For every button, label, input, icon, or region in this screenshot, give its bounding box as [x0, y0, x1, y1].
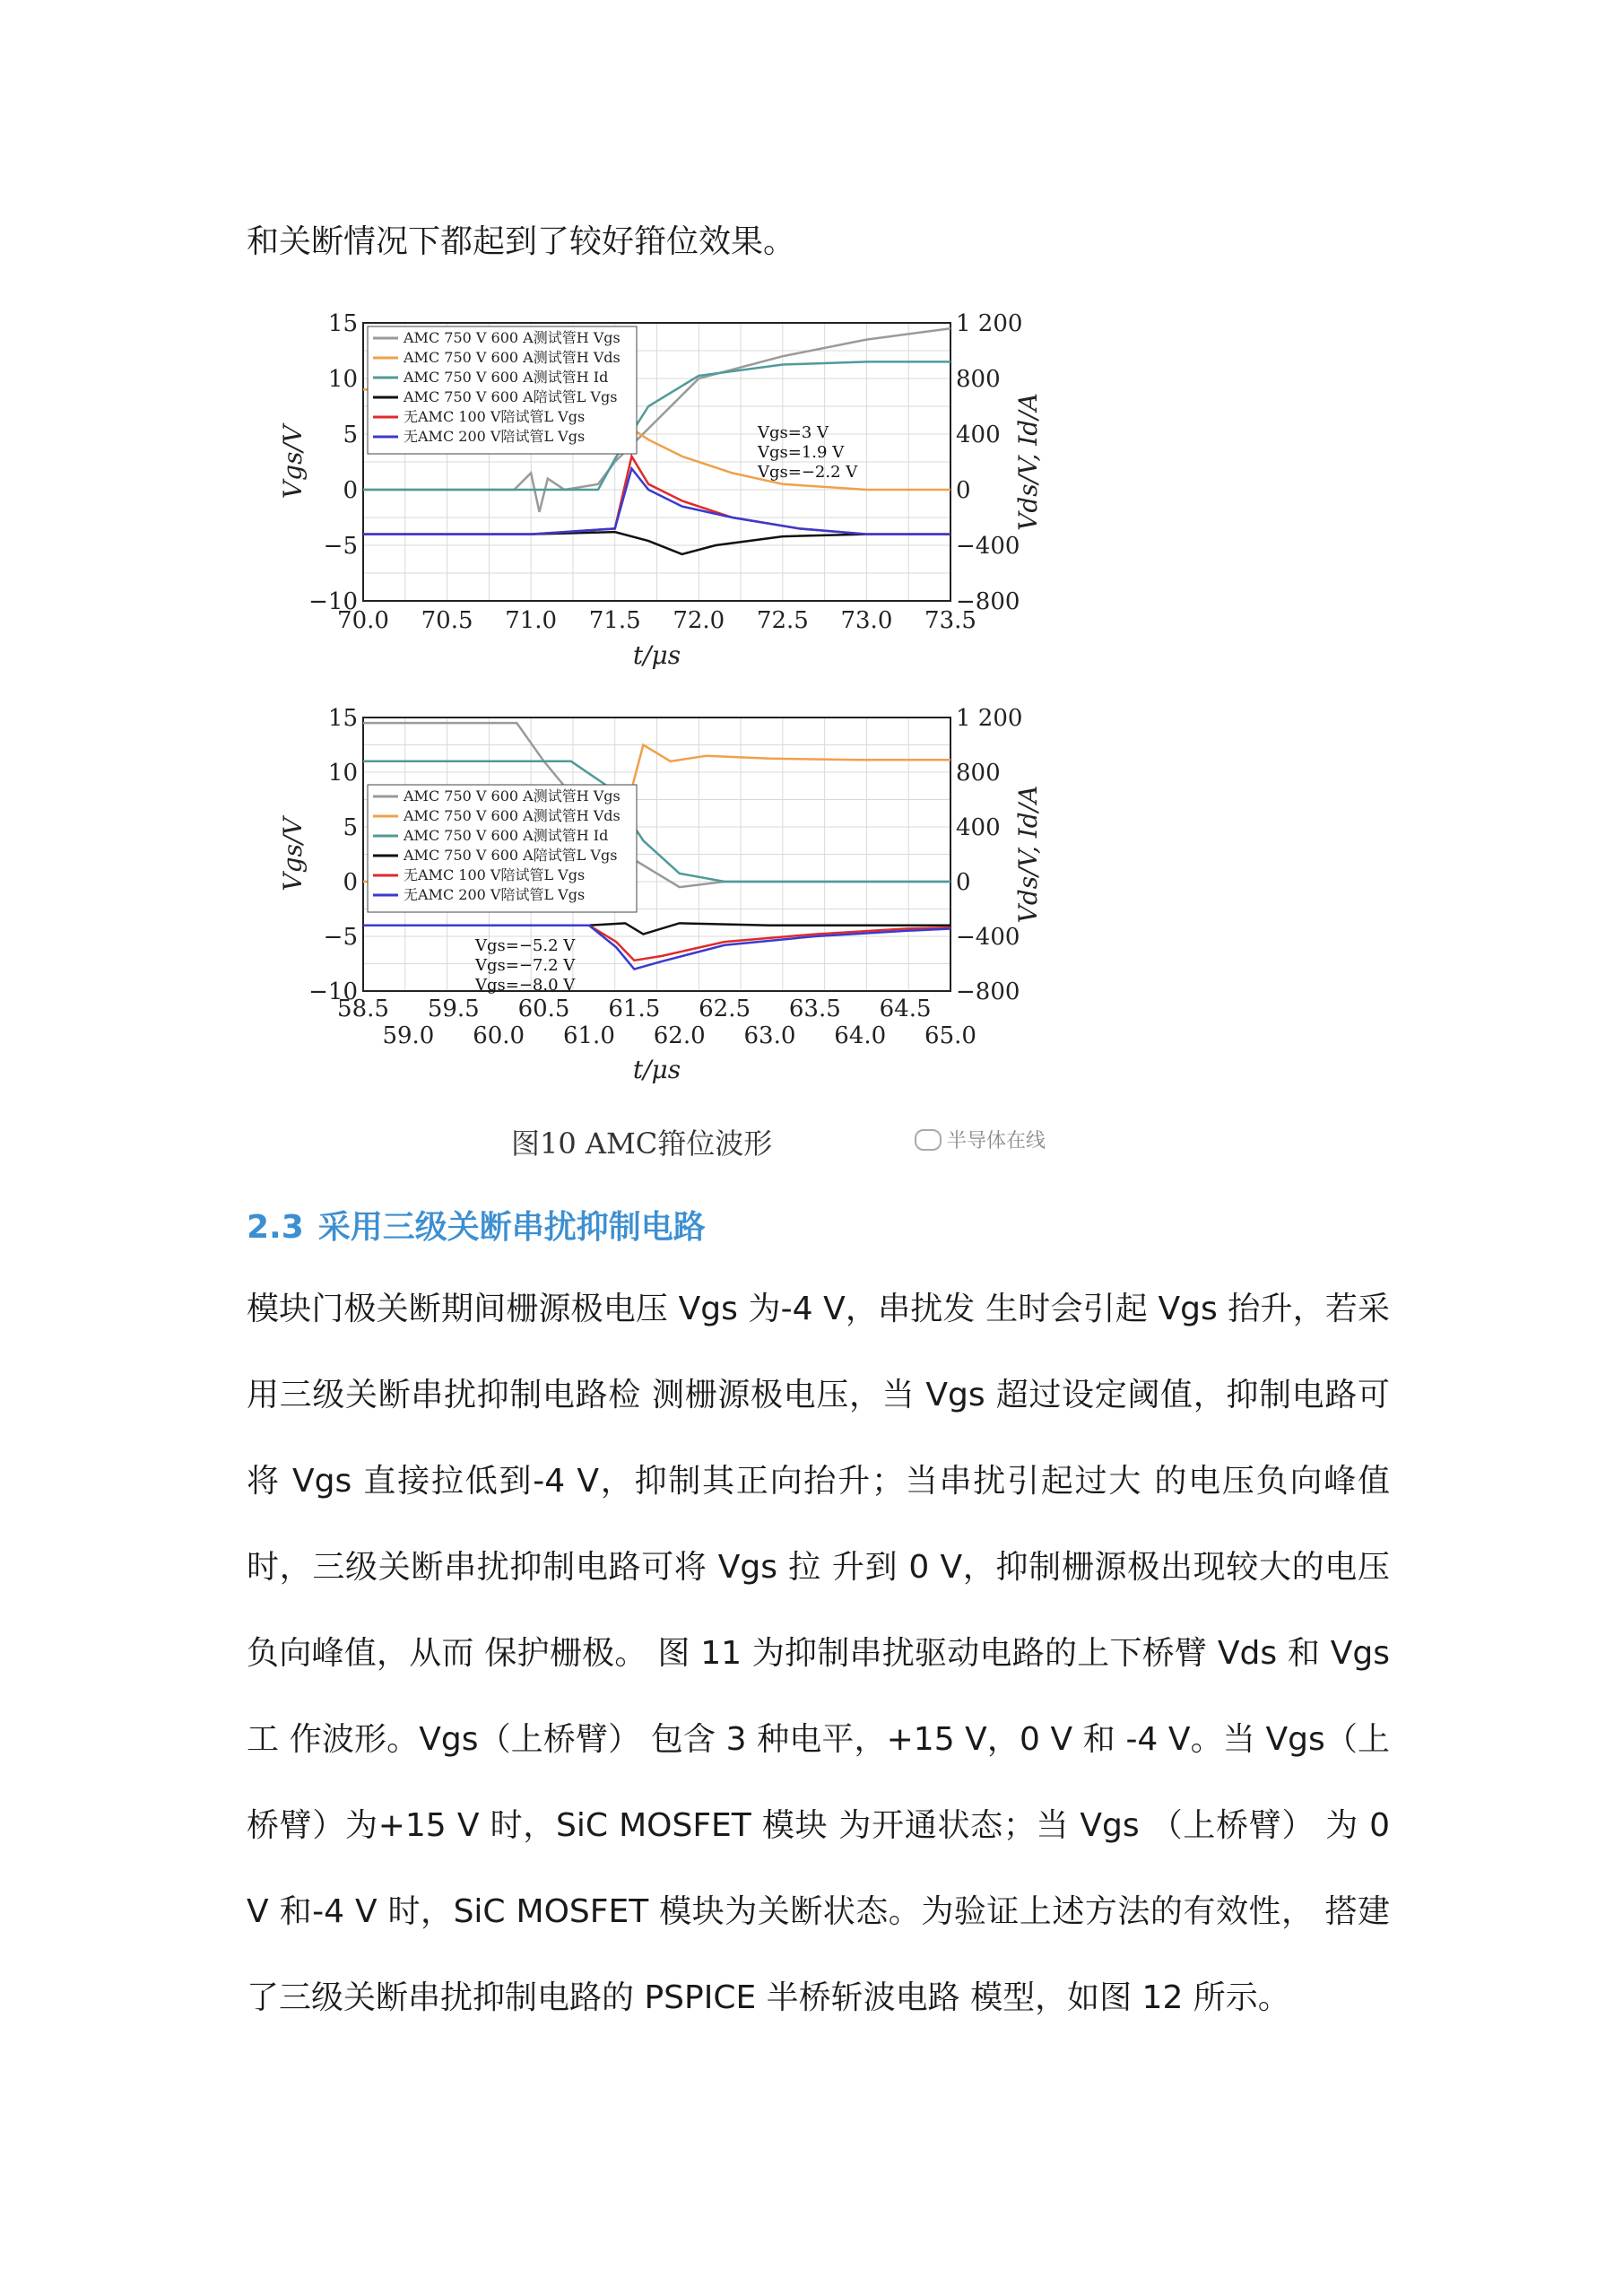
- legend-label: 无AMC 200 V陪试管L Vgs: [404, 428, 586, 445]
- figure: [278, 305, 1058, 1166]
- lead-paragraph: 和关断情况下都起到了较好箝位效果。: [247, 223, 796, 260]
- watermark-text: 半导体在线: [947, 1130, 1046, 1152]
- y-axis-left-title: Vgs/V: [278, 424, 308, 500]
- annotation-label: Vgs=1.9 V: [758, 443, 845, 462]
- y-tick-right-label: 0: [956, 477, 971, 504]
- x-tick-label: 64.5: [879, 996, 932, 1022]
- x-tick-label: 71.5: [588, 607, 641, 634]
- body-paragraph: 模块门极关断期间栅源极电压 Vgs 为-4 V，串扰发 生时会引起 Vgs 抬升，若采用三级关断串扰抑制电路检 测栅源极电压，当 Vgs 超过设定阈值，抑制电路可将 Vgs 直接拉低到-4 V，抑制其正向抬升；当串扰引起过大 的电压负向峰值时，三级关断串扰抑制电路可将 Vgs 拉 升到 0 V，抑制栅源极出现较大的电压负向峰值，从而 保护栅极。 图 11 为抑制串扰驱动电路的上下桥臂 Vds 和 Vgs 工 作波形。Vgs（上桥臂） 包含 3 种电平，+15 V，0 V 和 -4 V。当 Vgs（上桥臂）为+15 V 时，SiC MOSFET 模块 为开通状态；当 Vgs （上桥臂） 为 0 V 和-4 V 时，SiC MOSFET 模块为关断状态。为验证上述方法的有效性， 搭建了三级关断串扰抑制电路的 PSPICE 半桥斩波电路 模型，如图 12 所示。: [247, 1291, 1390, 2016]
- x-tick-label: 73.5: [924, 607, 976, 634]
- x-tick-label: 70.0: [337, 607, 389, 634]
- y-axis-left-title: Vgs/V: [278, 817, 308, 891]
- y-tick-right-label: 400: [956, 814, 1001, 841]
- watermark: [915, 1126, 1046, 1153]
- x-tick-label: 72.5: [756, 607, 809, 634]
- x-tick-label: 65.0: [924, 1022, 976, 1049]
- section-number: 2.3: [247, 1209, 304, 1246]
- section-title: 采用三级关断串扰抑制电路: [317, 1209, 706, 1246]
- y-tick-left-label: 15: [327, 310, 358, 337]
- y-tick-right-label: −800: [956, 588, 1020, 615]
- x-tick-label: 73.0: [840, 607, 893, 634]
- y-tick-right-label: −800: [956, 978, 1020, 1005]
- annotation-label: Vgs=−7.2 V: [475, 956, 576, 975]
- x-axis-title: t/μs: [632, 640, 681, 670]
- legend-label: AMC 750 V 600 A测试管H Id: [404, 827, 609, 844]
- figure-caption: 图10 AMC箝位波形: [511, 1126, 773, 1161]
- x-tick-label: 60.5: [517, 996, 570, 1022]
- x-tick-label: 63.5: [788, 996, 841, 1022]
- y-tick-left-label: 0: [343, 477, 358, 504]
- y-tick-left-label: −10: [308, 588, 358, 615]
- legend-label: 无AMC 100 V陪试管L Vgs: [404, 866, 586, 883]
- x-tick-label: 61.0: [562, 1022, 615, 1049]
- x-tick-label: 59.5: [427, 996, 480, 1022]
- legend-label: AMC 750 V 600 A测试管H Id: [404, 369, 609, 386]
- y-tick-left-label: −5: [323, 533, 358, 560]
- legend-label: AMC 750 V 600 A测试管H Vds: [404, 807, 621, 824]
- annotation-label: Vgs=−2.2 V: [758, 463, 858, 482]
- x-tick-label: 64.0: [834, 1022, 887, 1049]
- x-tick-label: 62.0: [653, 1022, 706, 1049]
- x-tick-label: 58.5: [337, 996, 389, 1022]
- legend-label: 无AMC 200 V陪试管L Vgs: [404, 886, 586, 903]
- x-tick-label: 71.0: [505, 607, 558, 634]
- chart-turn-on-svg: [278, 305, 1058, 682]
- y-axis-right-title: Vds/V, Id/A: [1013, 393, 1043, 531]
- y-tick-left-label: 10: [327, 760, 358, 787]
- y-tick-right-label: −400: [956, 533, 1020, 560]
- y-tick-right-label: 1 200: [956, 310, 1023, 337]
- y-tick-left-label: 15: [327, 705, 358, 732]
- y-tick-left-label: 10: [327, 366, 358, 393]
- chart-turn-off: [278, 700, 1058, 1085]
- y-tick-right-label: 800: [956, 760, 1001, 787]
- annotation-label: Vgs=−8.0 V: [475, 976, 576, 995]
- x-tick-label: 60.0: [473, 1022, 525, 1049]
- x-tick-label: 70.5: [421, 607, 473, 634]
- legend-label: AMC 750 V 600 A测试管H Vgs: [404, 329, 621, 346]
- x-tick-label: 63.0: [743, 1022, 796, 1049]
- y-tick-left-label: −10: [308, 978, 358, 1005]
- y-tick-right-label: 1 200: [956, 705, 1023, 732]
- y-tick-right-label: 0: [956, 869, 971, 896]
- section-heading: [247, 1202, 706, 1248]
- y-tick-right-label: −400: [956, 924, 1020, 951]
- chart-turn-off-svg: [278, 700, 1058, 1085]
- legend-label: 无AMC 100 V陪试管L Vgs: [404, 408, 586, 425]
- legend-label: AMC 750 V 600 A测试管H Vds: [404, 349, 621, 366]
- x-tick-label: 62.5: [699, 996, 751, 1022]
- chart-turn-on: [278, 305, 1058, 682]
- y-tick-left-label: −5: [323, 924, 358, 951]
- y-tick-left-label: 5: [343, 422, 358, 448]
- y-tick-right-label: 400: [956, 422, 1001, 448]
- x-tick-label: 72.0: [673, 607, 725, 634]
- x-axis-title: t/μs: [632, 1055, 681, 1084]
- wechat-icon: [915, 1129, 942, 1151]
- x-tick-label: 59.0: [382, 1022, 435, 1049]
- y-axis-right-title: Vds/V, Id/A: [1013, 785, 1043, 924]
- legend-label: AMC 750 V 600 A测试管H Vgs: [404, 787, 621, 804]
- annotation-label: Vgs=−5.2 V: [475, 936, 576, 955]
- y-tick-left-label: 5: [343, 814, 358, 841]
- legend-label: AMC 750 V 600 A陪试管L Vgs: [404, 847, 618, 864]
- legend-label: AMC 750 V 600 A陪试管L Vgs: [404, 388, 618, 405]
- annotation-label: Vgs=3 V: [758, 423, 829, 442]
- y-tick-right-label: 800: [956, 366, 1001, 393]
- x-tick-label: 61.5: [608, 996, 661, 1022]
- y-tick-left-label: 0: [343, 869, 358, 896]
